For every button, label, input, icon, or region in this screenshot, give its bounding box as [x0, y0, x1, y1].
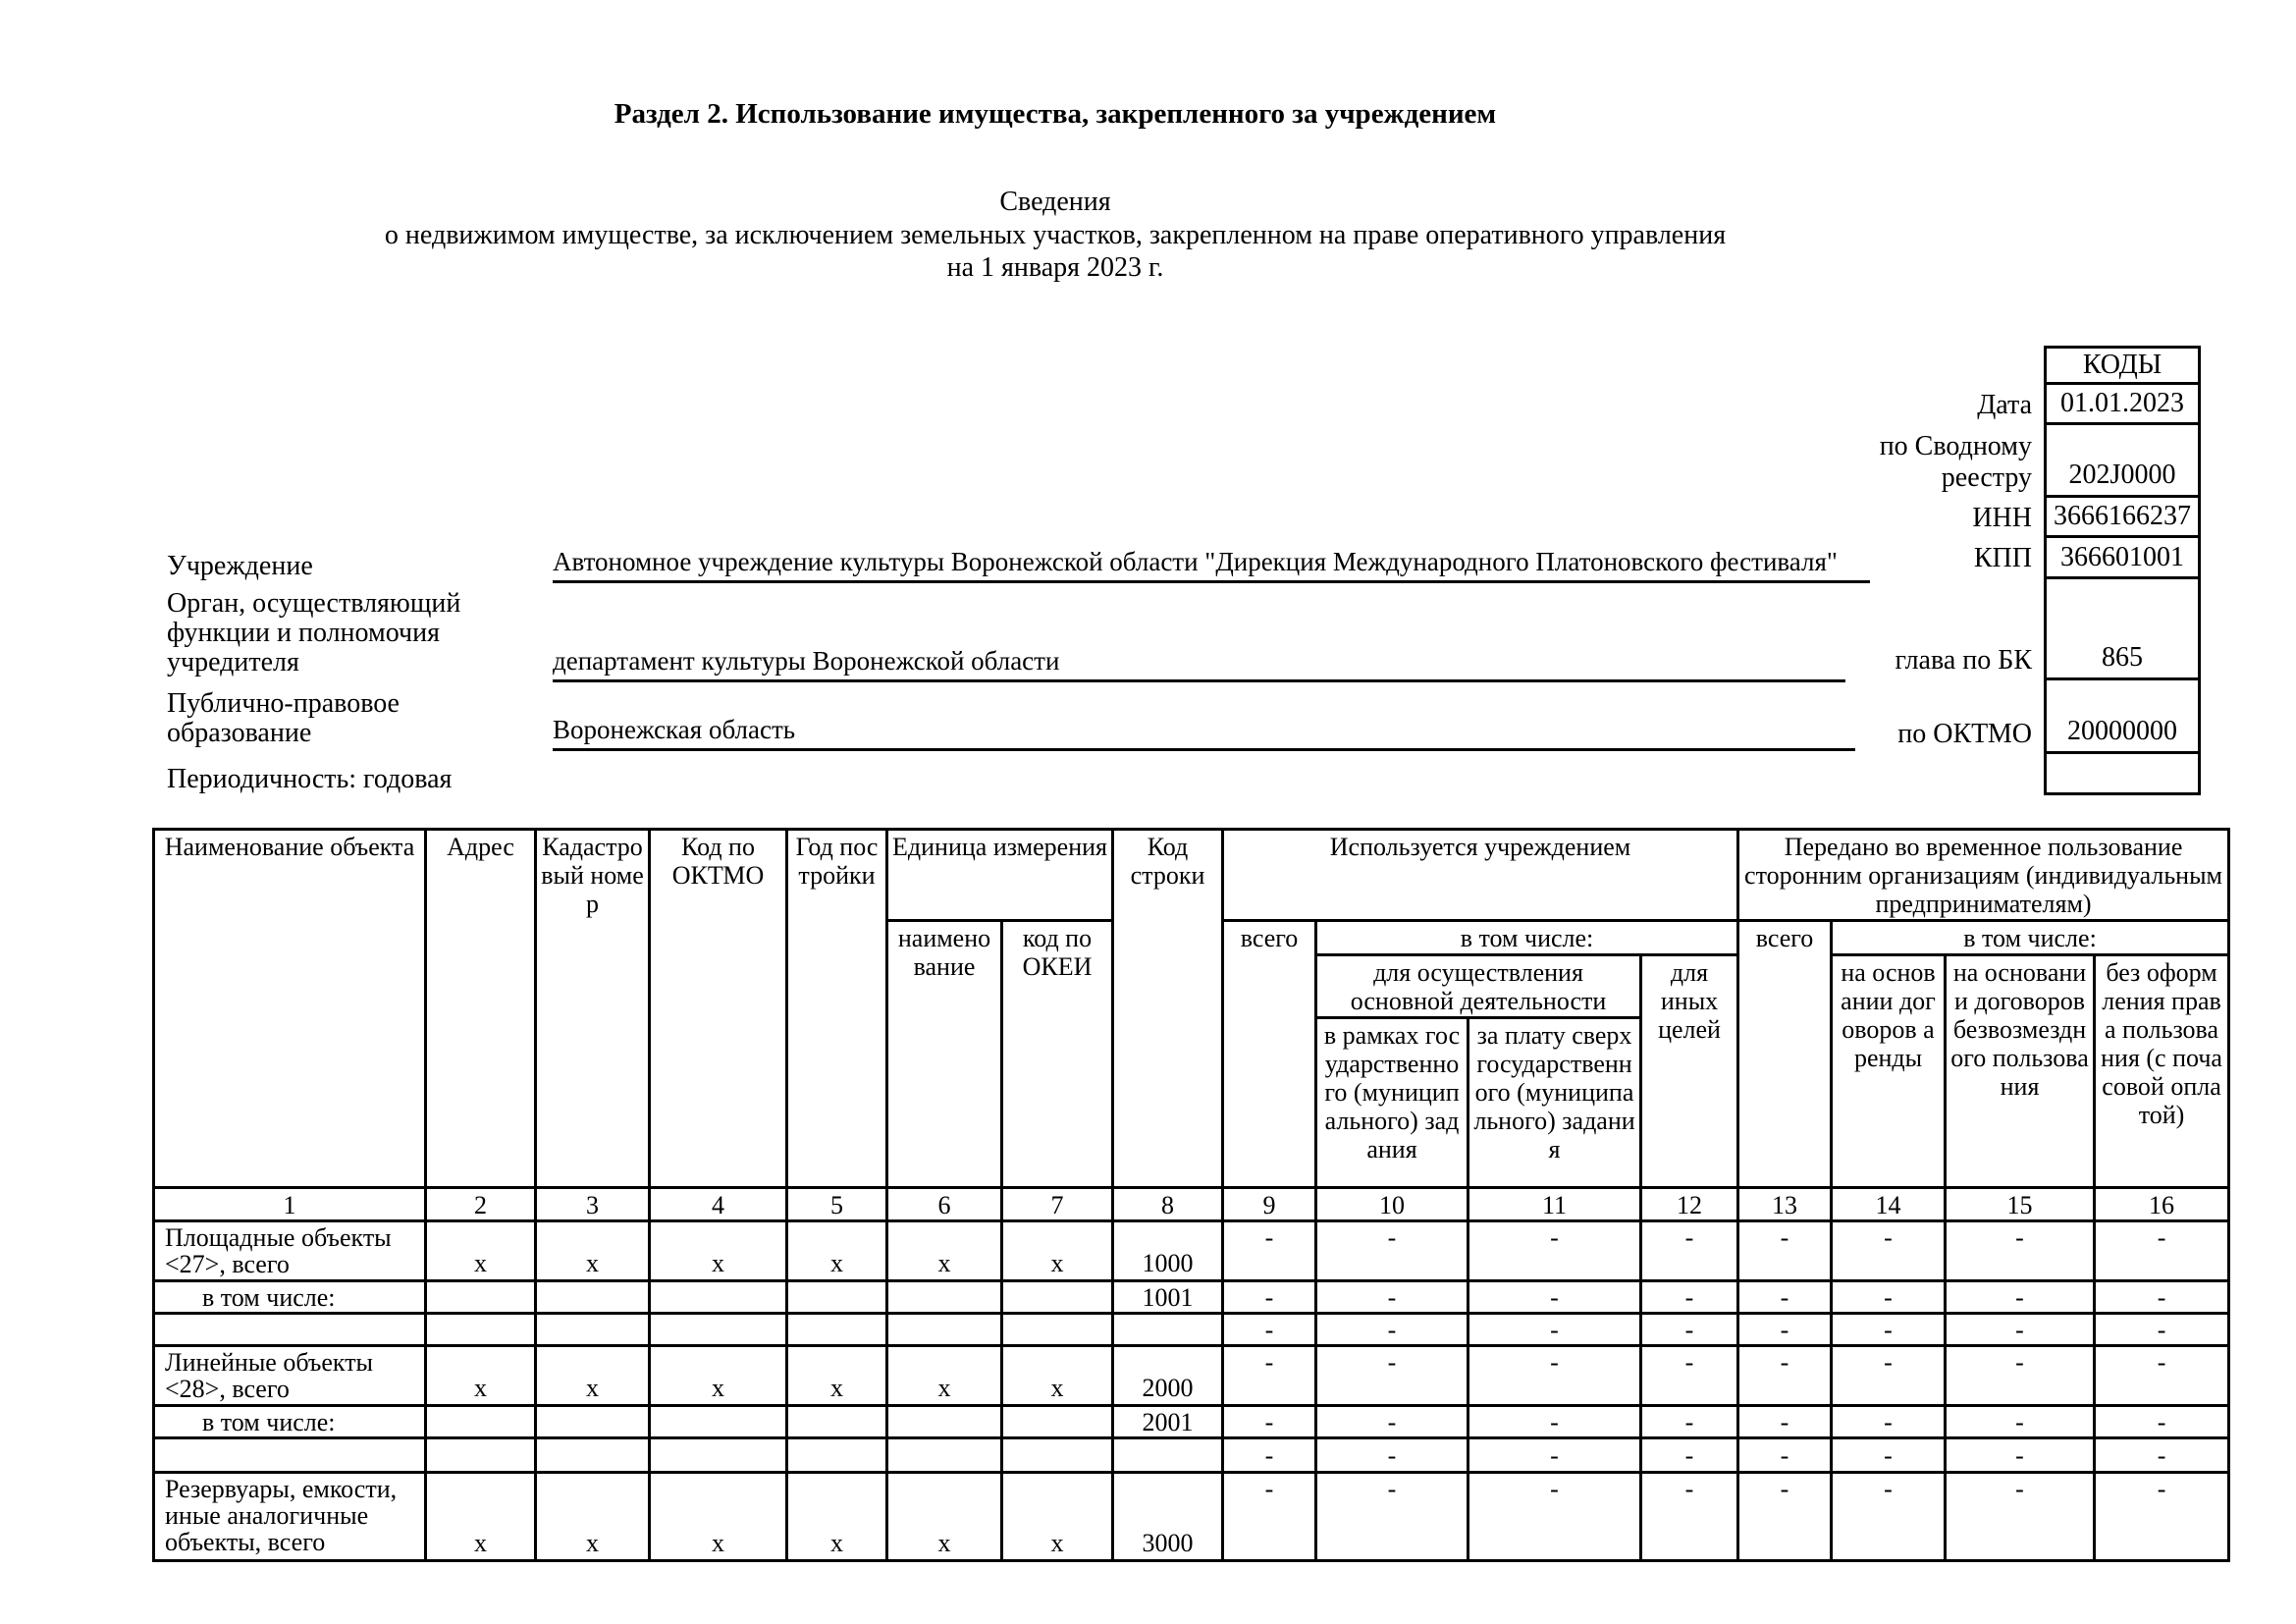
codes-registry-row — [1580, 425, 2201, 498]
value-cell: - — [1641, 1346, 1738, 1406]
value-cell: - — [1468, 1281, 1641, 1314]
row-label-cell: в том числе: — [154, 1281, 426, 1314]
row-label-cell: Площадные объекты <27>, всего — [154, 1221, 426, 1281]
public-entity-value: Воронежская область — [553, 714, 1855, 751]
col-number: 5 — [787, 1188, 887, 1221]
col-header-used-including: в том числе: — [1316, 921, 1738, 955]
col-header-used-total: всего — [1223, 921, 1316, 1188]
value-cell: - — [1223, 1314, 1316, 1346]
x-mark-cell — [1002, 1314, 1113, 1346]
table-row — [154, 1438, 2229, 1473]
x-mark-cell: х — [426, 1221, 536, 1281]
x-mark-cell — [650, 1281, 787, 1314]
col-header-transferred-group: Передано во временное пользование сторонним организациям (индивидуальным предпринимателям) — [1738, 830, 2229, 921]
col-header-used-group: Используется учреждением — [1223, 830, 1738, 921]
col-header-within-task: в рамках государственного (муниципального) задания — [1316, 1018, 1468, 1188]
x-mark-cell — [887, 1281, 1002, 1314]
value-cell: - — [1832, 1314, 1946, 1346]
x-mark-cell — [536, 1281, 650, 1314]
col-header-other-purposes: для иных целей — [1641, 955, 1738, 1188]
value-cell: - — [1738, 1281, 1832, 1314]
col-number: 14 — [1832, 1188, 1946, 1221]
value-cell: - — [1316, 1406, 1468, 1438]
value-cell: - — [1738, 1473, 1832, 1561]
kpp-label: КПП — [1973, 543, 2032, 573]
value-cell: - — [1468, 1406, 1641, 1438]
col-number: 6 — [887, 1188, 1002, 1221]
value-cell: - — [1832, 1221, 1946, 1281]
col-header-unit-code: код по ОКЕИ — [1002, 921, 1113, 1188]
x-mark-cell — [426, 1314, 536, 1346]
x-mark-cell — [1002, 1406, 1113, 1438]
x-mark-cell — [536, 1314, 650, 1346]
col-header-transferred-including: в том числе: — [1832, 921, 2229, 955]
x-mark-cell — [650, 1314, 787, 1346]
x-mark-cell: х — [536, 1221, 650, 1281]
x-mark-cell: х — [1002, 1221, 1113, 1281]
value-cell: - — [1316, 1473, 1468, 1561]
value-cell: - — [1316, 1314, 1468, 1346]
x-mark-cell — [787, 1406, 887, 1438]
col-number: 9 — [1223, 1188, 1316, 1221]
col-number: 1 — [154, 1188, 426, 1221]
subtitle-line2: о недвижимом имуществе, за исключением земельных участков, закрепленном на праве оперативного управления — [384, 220, 1727, 250]
table-row — [154, 1406, 2229, 1438]
value-cell: - — [1946, 1406, 2095, 1438]
x-mark-cell — [787, 1314, 887, 1346]
x-mark-cell — [650, 1438, 787, 1473]
col-number: 16 — [2095, 1188, 2229, 1221]
value-cell: - — [1641, 1281, 1738, 1314]
table-row — [154, 1221, 2229, 1281]
table-row — [154, 1281, 2229, 1314]
row-code-cell: 2000 — [1113, 1346, 1223, 1406]
row-label-cell — [154, 1438, 426, 1473]
col-number: 8 — [1113, 1188, 1223, 1221]
x-mark-cell — [787, 1438, 887, 1473]
x-mark-cell — [650, 1406, 787, 1438]
value-cell: - — [1832, 1438, 1946, 1473]
x-mark-cell: х — [787, 1473, 887, 1561]
x-mark-cell — [887, 1438, 1002, 1473]
x-mark-cell: х — [650, 1473, 787, 1561]
col-header-main-activity: для осуществления основной деятельности — [1316, 955, 1641, 1018]
value-cell: - — [2095, 1473, 2229, 1561]
col-number: 2 — [426, 1188, 536, 1221]
founder-value: департамент культуры Воронежской области — [553, 645, 1845, 682]
x-mark-cell — [536, 1438, 650, 1473]
value-cell: - — [1832, 1473, 1946, 1561]
row-code-cell: 1001 — [1113, 1281, 1223, 1314]
col-header-object-name: Наименование объекта — [154, 830, 426, 1188]
row-code-cell — [1113, 1438, 1223, 1473]
x-mark-cell: х — [887, 1221, 1002, 1281]
col-number: 12 — [1641, 1188, 1738, 1221]
codes-header-label-spacer — [1580, 346, 2044, 385]
codes-inn-row — [1580, 498, 2201, 538]
institution-value: Автономное учреждение культуры Воронежской области "Дирекция Международного Платоновского фестиваля" — [553, 546, 1870, 583]
codes-empty-label — [1580, 754, 2044, 795]
row-label-cell: Линейные объекты <28>, всего — [154, 1346, 426, 1406]
col-number: 11 — [1468, 1188, 1641, 1221]
value-cell: - — [1738, 1406, 1832, 1438]
value-cell: - — [1316, 1221, 1468, 1281]
date-label: Дата — [1977, 389, 2032, 420]
value-cell: - — [1316, 1346, 1468, 1406]
section-title: Раздел 2. Использование имущества, закрепленного за учреждением — [614, 98, 1497, 130]
col-header-gratuitous: на основании договоров безвозмездного пользования — [1946, 955, 2095, 1188]
value-cell: - — [2095, 1438, 2229, 1473]
value-cell: - — [2095, 1406, 2229, 1438]
value-cell: - — [1316, 1438, 1468, 1473]
col-number: 4 — [650, 1188, 787, 1221]
registry-value-cell: 202J0000 — [2044, 425, 2201, 498]
value-cell: - — [1832, 1346, 1946, 1406]
public-entity-label: Публично-правовое образование — [167, 688, 400, 748]
col-header-lease: на основании договоров аренды — [1832, 955, 1946, 1188]
x-mark-cell: х — [787, 1221, 887, 1281]
periodicity-label: Периодичность: годовая — [167, 764, 453, 794]
registry-label — [1580, 425, 2044, 498]
row-label-cell — [154, 1314, 426, 1346]
x-mark-cell: х — [426, 1346, 536, 1406]
row-label-cell: Резервуары, емкости, иные аналогичные объекты, всего — [154, 1473, 426, 1561]
value-cell: - — [1738, 1346, 1832, 1406]
registry-label-text: по Сводному реестру — [1879, 431, 2032, 493]
table-row — [154, 1473, 2229, 1561]
col-header-unit-group: Единица измерения — [887, 830, 1113, 921]
value-cell: - — [1946, 1221, 2095, 1281]
value-cell: - — [1738, 1221, 1832, 1281]
codes-empty-row — [1580, 754, 2201, 795]
oktmo-value-cell: 20000000 — [2044, 680, 2201, 754]
table-row — [154, 1346, 2229, 1406]
value-cell: - — [2095, 1346, 2229, 1406]
col-header-cadastral-number: Кадастровый номер — [536, 830, 650, 1188]
value-cell: - — [2095, 1281, 2229, 1314]
value-cell: - — [1738, 1438, 1832, 1473]
col-number: 3 — [536, 1188, 650, 1221]
x-mark-cell: х — [426, 1473, 536, 1561]
col-number: 15 — [1946, 1188, 2095, 1221]
value-cell: - — [2095, 1221, 2229, 1281]
bk-value-cell: 865 — [2044, 579, 2201, 680]
value-cell: - — [1641, 1406, 1738, 1438]
oktmo-label: по ОКТМО — [1897, 719, 2032, 749]
codes-header-row — [1580, 346, 2201, 385]
col-header-unit-name: наименование — [887, 921, 1002, 1188]
inn-value-cell: 3666166237 — [2044, 498, 2201, 538]
value-cell: - — [1946, 1281, 2095, 1314]
inn-label: ИНН — [1972, 502, 2032, 533]
value-cell: - — [1223, 1473, 1316, 1561]
col-header-row-code: Код строки — [1113, 830, 1223, 1188]
x-mark-cell — [426, 1281, 536, 1314]
value-cell: - — [1738, 1314, 1832, 1346]
value-cell: - — [2095, 1314, 2229, 1346]
bk-label: глава по БК — [1895, 645, 2032, 676]
x-mark-cell: х — [887, 1473, 1002, 1561]
value-cell: - — [1832, 1406, 1946, 1438]
x-mark-cell — [787, 1281, 887, 1314]
codes-date-row — [1580, 385, 2201, 425]
col-header-address: Адрес — [426, 830, 536, 1188]
x-mark-cell — [426, 1406, 536, 1438]
x-mark-cell: х — [536, 1346, 650, 1406]
col-number: 13 — [1738, 1188, 1832, 1221]
x-mark-cell: х — [787, 1346, 887, 1406]
value-cell: - — [1946, 1438, 2095, 1473]
date-value-cell: 01.01.2023 — [2044, 385, 2201, 425]
value-cell: - — [1641, 1438, 1738, 1473]
col-number: 10 — [1316, 1188, 1468, 1221]
table-row — [154, 1314, 2229, 1346]
value-cell: - — [1641, 1473, 1738, 1561]
x-mark-cell: х — [536, 1473, 650, 1561]
value-cell: - — [1468, 1314, 1641, 1346]
col-header-no-registration: без оформления права пользования (с почасовой оплатой) — [2095, 955, 2229, 1188]
value-cell: - — [1946, 1346, 2095, 1406]
x-mark-cell — [887, 1314, 1002, 1346]
institution-label: Учреждение — [167, 551, 313, 581]
subtitle-line1: Сведения — [999, 187, 1111, 217]
value-cell: - — [1223, 1346, 1316, 1406]
row-code-cell: 3000 — [1113, 1473, 1223, 1561]
col-header-oktmo-code: Код по ОКТМО — [650, 830, 787, 1188]
x-mark-cell — [536, 1406, 650, 1438]
row-label-cell: в том числе: — [154, 1406, 426, 1438]
column-numbers-row — [154, 1188, 2229, 1221]
value-cell: - — [1468, 1473, 1641, 1561]
x-mark-cell: х — [650, 1221, 787, 1281]
property-usage-table — [152, 828, 2230, 1562]
col-number: 7 — [1002, 1188, 1113, 1221]
col-header-transferred-total: всего — [1738, 921, 1832, 1188]
value-cell: - — [1641, 1221, 1738, 1281]
subtitle-line3: на 1 января 2023 г. — [946, 252, 1164, 283]
codes-header-cell: КОДЫ — [2044, 346, 2201, 385]
x-mark-cell: х — [1002, 1346, 1113, 1406]
x-mark-cell: х — [650, 1346, 787, 1406]
value-cell: - — [1316, 1281, 1468, 1314]
x-mark-cell — [1002, 1281, 1113, 1314]
col-header-build-year: Год постройки — [787, 830, 887, 1188]
x-mark-cell: х — [1002, 1473, 1113, 1561]
col-header-paid-over-task: за плату сверх государственного (муниципального) задания — [1468, 1018, 1641, 1188]
founder-label: Орган, осуществляющий функции и полномочия учредителя — [167, 588, 461, 677]
value-cell: - — [1468, 1346, 1641, 1406]
value-cell: - — [1946, 1473, 2095, 1561]
row-code-cell: 2001 — [1113, 1406, 1223, 1438]
kpp-value-cell: 366601001 — [2044, 538, 2201, 579]
x-mark-cell — [887, 1406, 1002, 1438]
value-cell: - — [1468, 1221, 1641, 1281]
value-cell: - — [1946, 1314, 2095, 1346]
value-cell: - — [1223, 1406, 1316, 1438]
x-mark-cell — [426, 1438, 536, 1473]
row-code-cell — [1113, 1314, 1223, 1346]
value-cell: - — [1641, 1314, 1738, 1346]
value-cell: - — [1223, 1221, 1316, 1281]
value-cell: - — [1832, 1281, 1946, 1314]
value-cell: - — [1223, 1281, 1316, 1314]
value-cell: - — [1468, 1438, 1641, 1473]
codes-empty-cell — [2044, 754, 2201, 795]
x-mark-cell: х — [887, 1346, 1002, 1406]
x-mark-cell — [1002, 1438, 1113, 1473]
row-code-cell: 1000 — [1113, 1221, 1223, 1281]
value-cell: - — [1223, 1438, 1316, 1473]
